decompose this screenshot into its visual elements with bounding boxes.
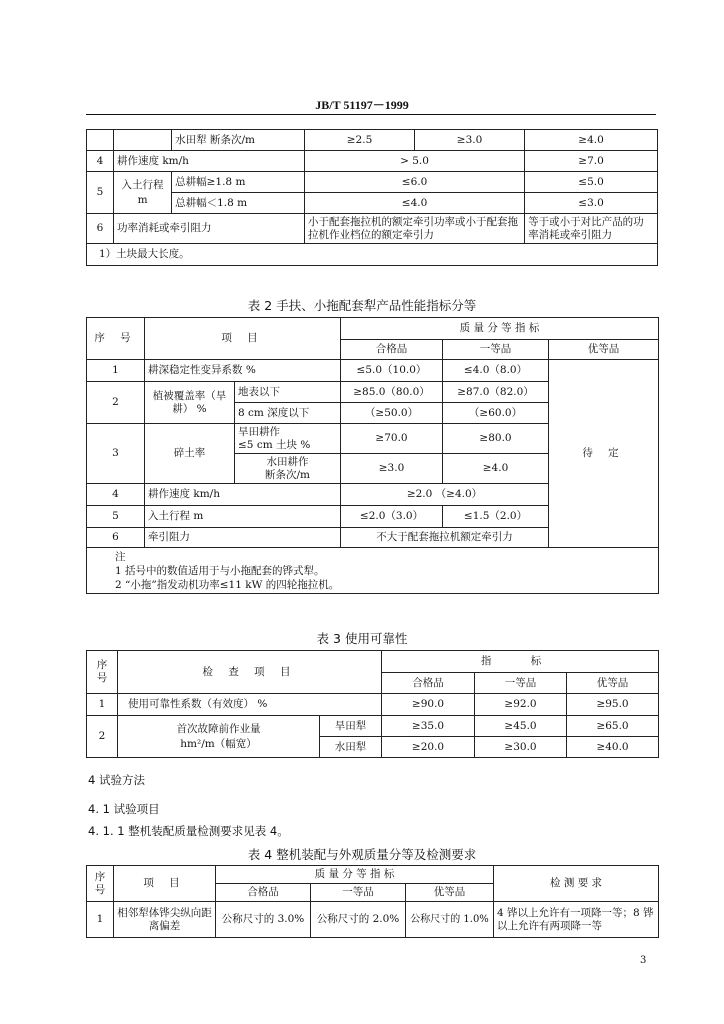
- cell-text: 序 号: [94, 870, 106, 896]
- header-no: 序 号: [87, 318, 145, 360]
- cell: 旱田犁: [320, 716, 382, 737]
- header-grade-qualified: 合格品: [382, 673, 475, 694]
- cell: （≥50.0）: [341, 403, 443, 424]
- cell: 等于或小于对比产品的功率消耗或牵引阻力: [525, 214, 658, 244]
- header-no: [87, 866, 114, 902]
- cell: [87, 130, 114, 151]
- cell: [118, 716, 320, 758]
- note-line: 1 括号中的数值适用于与小拖配套的铧式犁。: [115, 564, 325, 577]
- cell: ≥4.0: [443, 454, 549, 484]
- superior-pending: 待 定: [549, 360, 659, 548]
- cell: 不大于配套拖拉机额定牵引力: [341, 528, 549, 548]
- row-number: 2: [87, 716, 118, 758]
- table3: [86, 650, 659, 758]
- cell: 地表以下: [235, 382, 341, 403]
- cell-text: 旱田耕作 ≤5 cm 土块 %: [238, 425, 311, 451]
- cell: 公称尺寸的 2.0%: [311, 902, 406, 938]
- cell: ≥2.0 （≥4.0）: [341, 484, 549, 506]
- row-number: 1: [87, 360, 145, 382]
- cell: 植被覆盖率（旱耕） %: [145, 382, 235, 424]
- cell: ≥7.0: [525, 151, 658, 172]
- header-grade-first: 一等品: [311, 884, 406, 902]
- row-number: 2: [87, 382, 145, 424]
- row-number: 4: [87, 484, 145, 506]
- cell: ≥3.0: [341, 454, 443, 484]
- cell: 小于配套拖拉机的额定牵引功率或小于配套拖拉机作业档位的额定牵引力: [304, 214, 524, 244]
- row-number: 4: [87, 151, 114, 172]
- cell: [113, 172, 171, 214]
- cell: 耕作速度 km/h: [145, 484, 341, 506]
- cell: [235, 454, 341, 484]
- cell: 水田犁: [320, 737, 382, 758]
- header-item: 项 目: [145, 318, 341, 360]
- cell: 碎土率: [145, 424, 235, 484]
- table3-caption: 表 3 使用可靠性: [316, 631, 408, 646]
- header-grade-first: 一等品: [475, 673, 567, 694]
- cell: 入土行程 m: [145, 506, 341, 528]
- header-group: 质 量 分 等 指 标: [216, 866, 494, 884]
- cell: 相邻犁体铧尖纵向距离偏差: [114, 902, 216, 938]
- cell: 总耕幅＜1.8 m: [172, 193, 305, 214]
- header-grade-first: 一等品: [443, 340, 549, 360]
- row-number: 1: [87, 694, 118, 716]
- cell: ≥3.0: [415, 130, 525, 151]
- header-grade-superior: 优等品: [567, 673, 659, 694]
- cell-text: 水田耕作 断条次/m: [265, 455, 310, 481]
- cell: ≥85.0（80.0）: [341, 382, 443, 403]
- cell: （≥60.0）: [443, 403, 549, 424]
- header-item: 项 目: [114, 866, 216, 902]
- note-title: 注: [115, 550, 126, 563]
- header-no: [87, 651, 118, 694]
- cell: ≥30.0: [475, 737, 567, 758]
- cell: ≤5.0: [525, 172, 658, 193]
- table2-caption: 表 2 手扶、小拖配套犁产品性能指标分等: [247, 298, 477, 313]
- cell: ≥70.0: [341, 424, 443, 454]
- cell: ≥87.0（82.0）: [443, 382, 549, 403]
- section-heading: 4 试验方法: [88, 773, 145, 787]
- cell: 耕作速度 km/h: [113, 151, 304, 172]
- cell: ≥90.0: [382, 694, 475, 716]
- cell-text: 序 号: [96, 659, 108, 684]
- cell: ≥20.0: [382, 737, 475, 758]
- note-line: 2 “小拖”指发动机功率≤11 kW 的四轮拖拉机。: [115, 578, 340, 591]
- row-number: 6: [87, 528, 145, 548]
- header-rule: [86, 114, 656, 115]
- cell: ≤6.0: [304, 172, 524, 193]
- cell: ≥4.0: [525, 130, 658, 151]
- cell: ≥65.0: [567, 716, 659, 737]
- cell: [113, 130, 171, 151]
- header-grade-qualified: 合格品: [216, 884, 311, 902]
- header-item: 检 查 项 目: [118, 651, 382, 694]
- cell: ≤4.0: [304, 193, 524, 214]
- table-note: [87, 548, 659, 594]
- cell: 总耕幅≥1.8 m: [172, 172, 305, 193]
- header-group: 质 量 分 等 指 标: [341, 318, 659, 340]
- row-number: 6: [87, 214, 114, 244]
- cell: ≤3.0: [525, 193, 658, 214]
- cell: ≤4.0（8.0）: [443, 360, 549, 382]
- cell: ≥2.5: [304, 130, 414, 151]
- table4-caption: 表 4 整机装配与外观质量分等及检测要求: [247, 847, 477, 862]
- cell: ≥95.0: [567, 694, 659, 716]
- cell: > 5.0: [304, 151, 524, 172]
- row-number: 5: [87, 172, 114, 214]
- table2: [86, 317, 659, 594]
- cell-text: 首次故障前作业量 hm²/m（幅宽）: [176, 722, 261, 750]
- section-heading: 4. 1 试验项目: [88, 802, 160, 816]
- cell: ≥40.0: [567, 737, 659, 758]
- section-paragraph: 4. 1. 1 整机装配质量检测要求见表 4。: [88, 824, 289, 838]
- cell: ≤1.5（2.0）: [443, 506, 549, 528]
- table4: [86, 865, 659, 938]
- cell-text: 指 标: [480, 655, 560, 667]
- header-grade-qualified: 合格品: [341, 340, 443, 360]
- row-number: 3: [87, 424, 145, 484]
- cell: 公称尺寸的 3.0%: [216, 902, 311, 938]
- header-group: [382, 651, 659, 673]
- cell: 牵引阻力: [145, 528, 341, 548]
- header-grade-superior: 优等品: [549, 340, 659, 360]
- standard-code-header: JB/T 51197－1999: [315, 98, 409, 112]
- cell: [235, 424, 341, 454]
- cell: 4 铧以上允许有一项降一等；8 铧以上允许有两项降一等: [494, 902, 659, 938]
- table-note: 1）土块最大长度。: [87, 244, 658, 266]
- cell: 使用可靠性系数（有效度） %: [118, 694, 382, 716]
- cell: ≤5.0（10.0）: [341, 360, 443, 382]
- table1-continuation: [86, 129, 658, 266]
- cell: ≥35.0: [382, 716, 475, 737]
- cell: 公称尺寸的 1.0%: [406, 902, 494, 938]
- cell: 8 cm 深度以下: [235, 403, 341, 424]
- cell: 耕深稳定性变异系数 %: [145, 360, 341, 382]
- cell: ≥80.0: [443, 424, 549, 454]
- cell: 水田犁 断条次/m: [172, 130, 305, 151]
- header-requirement: 检 测 要 求: [494, 866, 659, 902]
- row-number: 1: [87, 902, 114, 938]
- cell-text: 入土行程 m: [121, 178, 164, 206]
- page-number: 3: [640, 955, 647, 966]
- cell: ≥45.0: [475, 716, 567, 737]
- row-number: 5: [87, 506, 145, 528]
- cell: ≥92.0: [475, 694, 567, 716]
- cell: 功率消耗或牵引阻力: [113, 214, 304, 244]
- cell: ≤2.0（3.0）: [341, 506, 443, 528]
- header-grade-superior: 优等品: [406, 884, 494, 902]
